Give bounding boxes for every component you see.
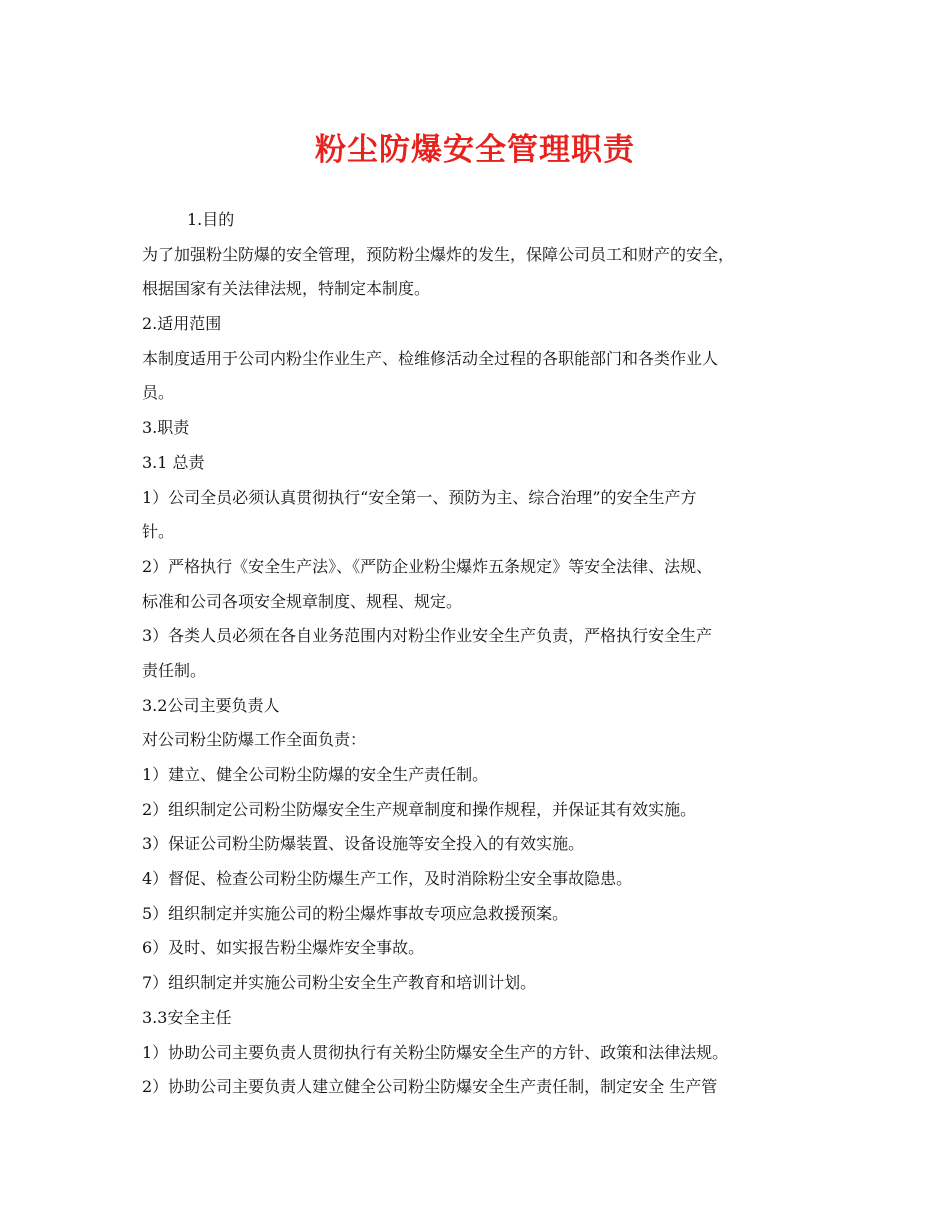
paragraph-line: 针。 [142,522,175,542]
paragraph-line: 对公司粉尘防爆工作全面负责： [142,730,367,750]
document-title: 粉尘防爆安全管理职责 [315,132,635,168]
paragraph-line: 为了加强粉尘防爆的安全管理，预防粉尘爆炸的发生，保障公司员工和财产的安全， [142,244,735,264]
paragraph-line: 5）组织制定并实施公司的粉尘爆炸事故专项应急救援预案。 [142,903,569,923]
paragraph-line: 3.3安全主任 [142,1007,232,1027]
paragraph-line: 2）协助公司主要负责人建立健全公司粉尘防爆安全生产责任制，制定安全 生产管 [142,1077,718,1097]
paragraph-line: 本制度适用于公司内粉尘作业生产、检维修活动全过程的各职能部门和各类作业人 [142,348,719,368]
paragraph-line: 2）严格执行《安全生产法》、《严防企业粉尘爆炸五条规定》等安全法律、法规、 [142,556,713,576]
paragraph-line: 1）建立、健全公司粉尘防爆的安全生产责任制。 [142,765,489,784]
paragraph-line: 3）保证公司粉尘防爆装置、设备设施等安全投入的有效实施。 [142,834,585,854]
paragraph-line: 2）组织制定公司粉尘防爆安全生产规章制度和操作规程，并保证其有效实施。 [142,799,697,819]
paragraph-line: 3.1 总责 [142,452,205,472]
paragraph-line: 7）组织制定并实施公司粉尘安全生产教育和培训计划。 [142,973,537,993]
paragraph-line: 3.职责 [142,418,190,438]
document-body [142,203,832,1105]
paragraph-line: 1）协助公司主要负责人贯彻执行有关粉尘防爆安全生产的方针、政策和法律法规。 [142,1042,729,1062]
paragraph-line: 根据国家有关法律法规，特制定本制度。 [142,279,431,299]
paragraph-line: 1）公司全员必须认真贯彻执行“安全第一、预防为主、综合治理”的安全生产方 [142,487,697,507]
paragraph-line: 责任制。 [142,660,207,680]
paragraph-line: 6）及时、如实报告粉尘爆炸安全事故。 [142,938,425,958]
paragraph-line: 3.2公司主要负责人 [142,695,280,715]
paragraph-line: 4）督促、检查公司粉尘防爆生产工作，及时消除粉尘安全事故隐患。 [142,869,633,889]
paragraph-line: 3）各类人员必须在各自业务范围内对粉尘作业安全生产负责，严格执行安全生产 [142,626,713,646]
paragraph-line: 2.适用范围 [142,314,222,334]
paragraph-line: 标准和公司各项安全规章制度、规程、规定。 [142,591,463,611]
paragraph-line: 员。 [142,383,175,403]
paragraph-line: 1.目的 [187,210,235,229]
